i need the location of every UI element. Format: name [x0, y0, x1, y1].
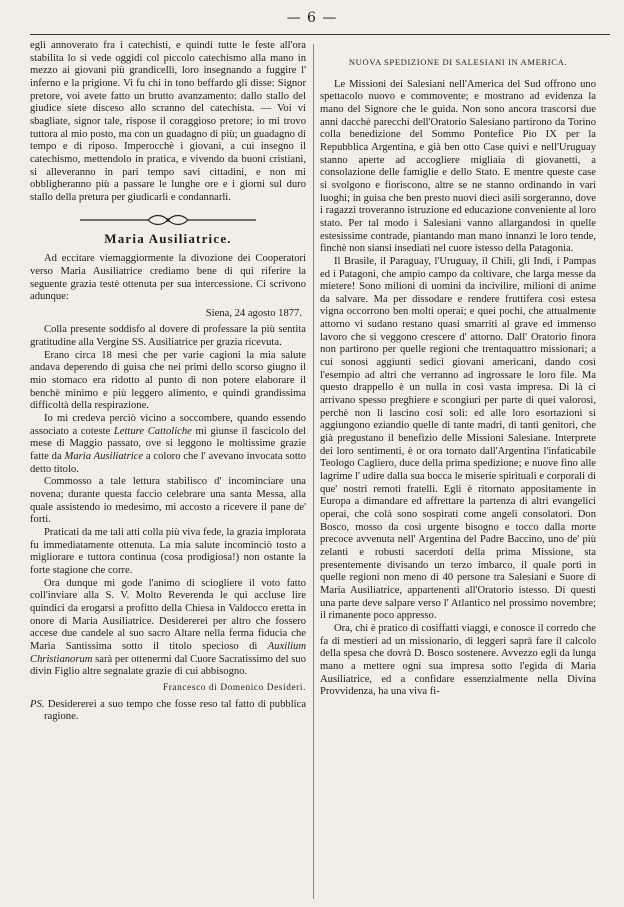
page-number: — 6 —: [286, 10, 338, 26]
text-run: Io mi credeva perciò vicino a soccombere, quando essendo associato a coteste: [30, 413, 306, 437]
letter-signature: Francesco di Domenico Desideri.: [162, 682, 306, 693]
italic-title: Letture Cattoliche: [113, 425, 192, 437]
letter-paragraph: Commosso a tale lettura stabilisco d' incominciare una novena; durante questa faccio celebrare una santa Messa, alla quale assistendo io medesimo, mi accosto a ricevere il pane de' forti.: [30, 476, 306, 526]
right-column: [320, 40, 596, 699]
intro-paragraph: egli annoverato fra i catechisti, e quindi tutte le feste all'ora stabilita lo si vede oggidì col piccolo catechismo alla mano in mezzo ai giovani più grandicelli, loro insegnando a fuggire l' inferno e la prigione. Vi fu chi in tono beffardo gli disse: Signor pretore, voi avete fatto un brutto avanzamento: dallo stallo del giudice siete disceso allo scranno del catechista. — Voi vi sbagliate, signor tale, rispose il coraggioso pretore; io mi trovo tuttora al mio posto, ma con un guadagno di più; un guadagno di tempo e di riposo. Imperocchè i giovani, a cui insegno il catechismo, mettendolo in pratica, e vivendo da buoni cristiani, si alleveranno in pari tempo savi cittadini, e non mi obbligheranno più a passare le lunghe ore e i giorni sul duro stallo della pretura per giudicarli e condannarli.: [30, 40, 306, 203]
section-heading-spedizione: NUOVA SPEDIZIONE DI SALESIANI IN AMERICA.: [348, 57, 568, 67]
letter-place-date: Siena, 24 agosto 1877.: [205, 307, 302, 319]
section-heading-maria: Maria Ausiliatrice.: [104, 230, 232, 246]
ornament-divider: [78, 213, 258, 227]
letter-paragraph: Colla presente soddisfo al dovere di professare la più sentita gratitudine alla Vergine SS. Ausiliatrice per grazia ricevuta.: [30, 324, 306, 349]
column-divider: [313, 44, 314, 899]
ps-label: PS.: [30, 698, 45, 710]
italic-title: Auxilium Christianorum: [30, 640, 306, 665]
letter-paragraph: Praticati da me tali atti colla più viva fede, la grazia implorata fu immediatamente ottenuta. La mia salute incominciò tosto a migliorare e tuttora continua (cosa prodigiosa!) non ostante la forte stagione che corre.: [30, 526, 306, 576]
header-rule: [30, 34, 610, 35]
article-paragraph: Ora, chi è pratico di cosiffatti viaggi, e conosce il corredo che fa di mestieri ad un missionario, di leggeri saprà fare il calcolo della spesa che dovrà D. Bosco sostenere. Avvezzo egli da lunga mano a mettere ogni sua impresa sotto l'egida di Maria Ausiliatrice, ed a confidare essenzialmente nella Divina Provvidenza, ha una viva fi-: [320, 622, 596, 698]
text-run: mi giunse il fascicolo del mese di Maggio passato, ove si leggono le moltissime grazie fatte da: [30, 425, 306, 463]
letter-paragraph: Erano circa 18 mesi che per varie cagioni la mia salute andava deperendo di guisa che nei primi dello scorso giugno il mio stomaco era ridotto al punto di non potere elaborare il benchè minimo e più leggero alimento, e quindi grandissima difficoltà della respirazione.: [30, 349, 306, 412]
letter-paragraph: [30, 413, 306, 476]
italic-title: Maria Ausiliatrice: [64, 451, 144, 463]
text-run: Ora dunque mi gode l'animo di sciogliere il voto fatto coll'inviare alla S. V. Molto Reverenda le qui accluse lire quindici da erogarsi a profitto della Chiesa in Valdocco eretta in onore di Maria Ausiliatrice. Desidererei per altro che fossero accese due candele al suo sacro Altare nella ferma fiducia che Maria Santissima sotto il titolo specioso di: [30, 577, 306, 652]
ps-text: Desidererei a suo tempo che fosse reso tal fatto di pubblica ragione.: [44, 698, 306, 723]
postscript: [30, 699, 306, 724]
text-run: sarà per ottenermi dal Cuore Sacratissimo del suo divin Figlio altre segnalate grazie di cui abbisogno.: [30, 653, 306, 678]
section-intro: Ad eccitare viemaggiormente la divozione dei Cooperatori verso Maria Ausiliatrice crediamo bene di qui riferire la seguente grazia testè ottenuta per sua intercessione. Ci scrivono adunque:: [30, 253, 306, 303]
letter-paragraph: [30, 578, 306, 679]
article-paragraph: Il Brasile, il Paraguay, l'Uruguay, il Chilì, gli Indi, i Pampas ed i Patagoni, che ampio campo da coltivare, che larga messe da mietere! Sono milioni di uomini da incivilire, milioni di anime da salvare. Ma per dissodare e rendere fruttifera così estesa vigna occorrono ben molti operai; e quei pochi, che attualmente attorno vi sudano restano quasi smarriti al grave ed immenso lavoro che si veggono crescere d' attorno. Dall' Oratorio finora non partirono per quelle regioni che trentaquattro missionari; a cui sonosi aggiunti sedici giovani americani, dando così l'esempio ad altri che verranno ad ingrossare le loro file. Ma questo drappello è un nulla in così vasta impresa. Di là ci arrivano spesso preghiere e scongiuri per parte di quei valorosi, perchè non li lascino così soli: ed alle loro esortazioni si aggiungono eziandio quelle di tante madri, di tanti genitori, che già pregustano il benefizio delle Missioni Salesiane. Interprete dei loro sentimenti, è or ora tornato dall'Argentina l'infaticabile Teologo Cagliero, duce della prima spedizione; e nuove fino alle lagrime l' udire dalla sua bocca le miserie spirituali e corporali di que' nostri remoti fratelli. Egli è ritornato appositamente in Europa a dimandare ed affrettare la partenza di altri evangelici operai, che colà sono sospirati come angeli consolatori. Don Bosco, mosso da così urgente bisogno e tocco dalla morte precoce avvenuta nell' Argentina del Padre Baccino, uno de' più zelanti e robusti sacerdoti della prima Missione, sta presentemente divisando un terzo imbarco, il quale porti in quelle regioni non meno di 40 persone tra Salesiani e Suore di Maria Ausiliatrice, appartenenti all'Oratorio istesso. Di questi una parte deve salpare verso l' Atlantico nel prossimo novembre; il rimanente poco appresso.: [320, 255, 596, 622]
text-run: a coloro che l' avevano invocata sotto detto titolo.: [30, 451, 307, 475]
article-paragraph: Le Missioni dei Salesiani nell'America del Sud offrono uno spettacolo nuovo e commovente; e mostrano ad evidenza la mano del Signore che le guida. Non sono ancora trascorsi due anni dacchè parecchi dell'Oratorio Salesiano partirono da Torino colla benedizione del Sommo Pontefice Pio IX per la Repubblica Argentina, e già ben otto Case quivi e nell'Uruguay stanno aperte ad accogliere migliaia di giovanetti, a consolazione delle famiglie e dello Stato. E mentre queste case si svolgono e fioriscono, altre se ne stanno ordinando in vari luoghi; in guisa che ben presto nuovi dieci asili sorgeranno, dove i ragazzi troveranno istruzione ed educazione conveniente al loro stato. Per tal modo i Salesiani vanno allargandosi in quelle estesissime contrade, piantando man mano innanzi le loro tende, finchè non siansi insediati nel cuore istesso della Patagonia.: [320, 78, 596, 255]
left-column: [30, 40, 306, 724]
